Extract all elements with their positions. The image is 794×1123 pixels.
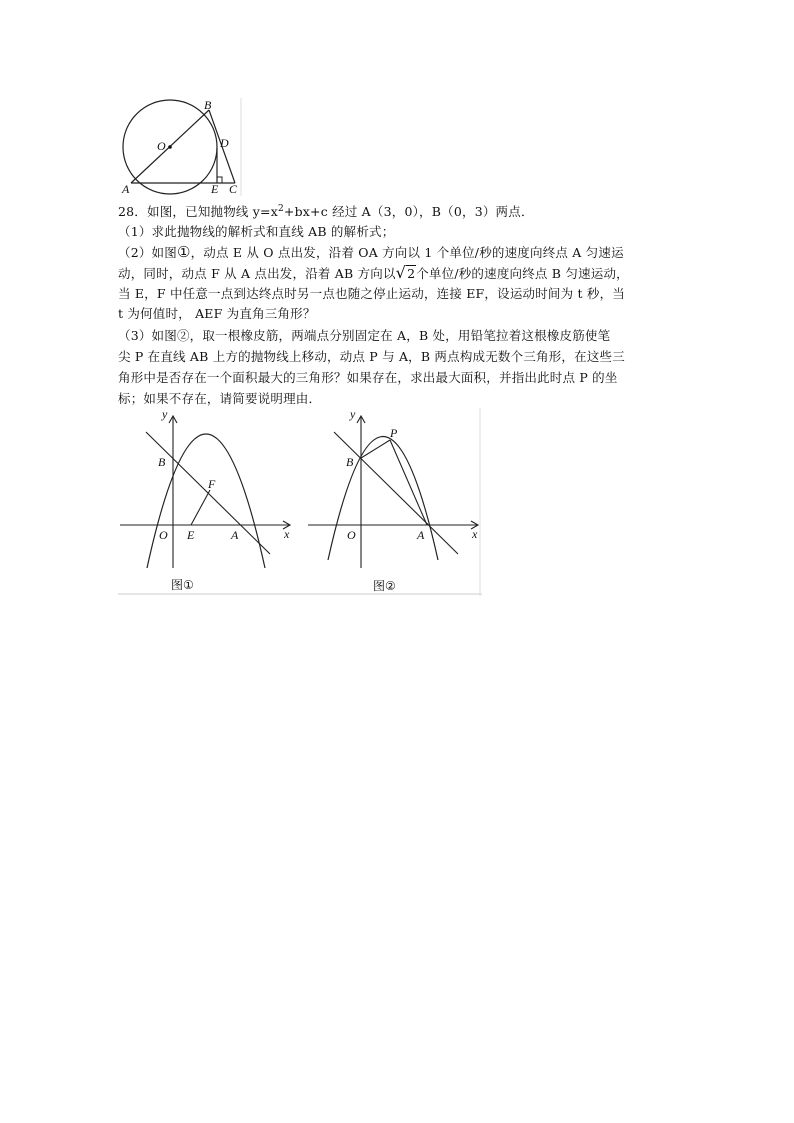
problem-stem <box>118 204 534 220</box>
fig1-label-F: F <box>208 477 216 491</box>
fig2-caption: 图② <box>373 579 396 593</box>
q2-text-b: ，动点 E 从 O 点出发，沿着 OA 方向以 1 个单位/秒的速度向终点 A 匀速运 <box>190 245 624 260</box>
problem-number: 28． <box>118 204 148 219</box>
question-3-line-1: （3）如图②，取一根橡皮筋，两端点分别固定在 A，B 处，用铅笔拉着这根橡皮筋使笔 <box>118 328 611 343</box>
question-2-line-4: t 为何值时， AEF 为直角三角形？ <box>118 306 316 321</box>
stem-part-c: +bx+c 经过 A（3，0），B（0，3）两点． <box>283 204 534 219</box>
fig1-label-A: A <box>231 528 239 542</box>
fig2-label-O: O <box>347 528 356 542</box>
question-3-line-3: 角形中是否存在一个面积最大的三角形？如果存在，求出最大面积，并指出此时点 P 的坐 <box>118 370 618 385</box>
sqrt-sign: √ <box>395 263 407 282</box>
stem-exponent: 2 <box>277 204 284 214</box>
question-2-line-2 <box>118 265 629 282</box>
label-D: D <box>220 136 229 150</box>
stem-x: x <box>270 204 278 219</box>
question-2-line-3: 当 E，F 中任意一点到达终点时另一点也随之停止运动，连接 EF，设运动时间为 t 秒，当 <box>118 286 625 301</box>
question-2-line-1 <box>118 244 624 261</box>
label-A: A <box>122 182 130 196</box>
fig2-label-y: y <box>350 408 356 421</box>
stem-part-a: 如图，已知抛物线 y= <box>147 204 271 219</box>
label-O: O <box>157 139 166 153</box>
sqrt-two <box>395 263 417 282</box>
fig1-label-O: O <box>159 528 168 542</box>
question-3-line-2: 尖 P 在直线 AB 上方的抛物线上移动，动点 P 与 A，B 两点构成无数个三角形，在这些三 <box>118 349 625 364</box>
label-C: C <box>229 182 238 196</box>
question-3-line-4: 标；如果不存在，请简要说明理由． <box>118 391 322 406</box>
figures-panel <box>118 408 482 596</box>
q2-text-a: （2）如图 <box>118 245 177 260</box>
fig1-label-y: y <box>162 408 168 421</box>
fig1-caption: 图① <box>171 578 194 592</box>
circled-1: ① <box>176 243 191 261</box>
label-B: B <box>204 98 212 112</box>
fig1-label-B: B <box>158 455 166 469</box>
label-E: E <box>211 182 219 196</box>
fig2-label-B: B <box>346 455 354 469</box>
fig1-label-x: x <box>284 527 290 541</box>
fig2-label-A: A <box>417 528 425 542</box>
sqrt-value: 2 <box>407 266 416 281</box>
q2-line2-a: 动，同时，动点 F 从 A 点出发，沿着 AB 方向以 <box>118 266 396 281</box>
fig2-label-x: x <box>472 527 478 541</box>
fig1-label-E: E <box>187 528 195 542</box>
q2-line2-b: 个单位/秒的速度向终点 B 匀速运动， <box>416 266 629 281</box>
question-1: （1）求此抛物线的解析式和直线 AB 的解析式； <box>118 224 395 239</box>
circle-figure <box>116 96 242 196</box>
fig2-label-P: P <box>390 426 398 440</box>
